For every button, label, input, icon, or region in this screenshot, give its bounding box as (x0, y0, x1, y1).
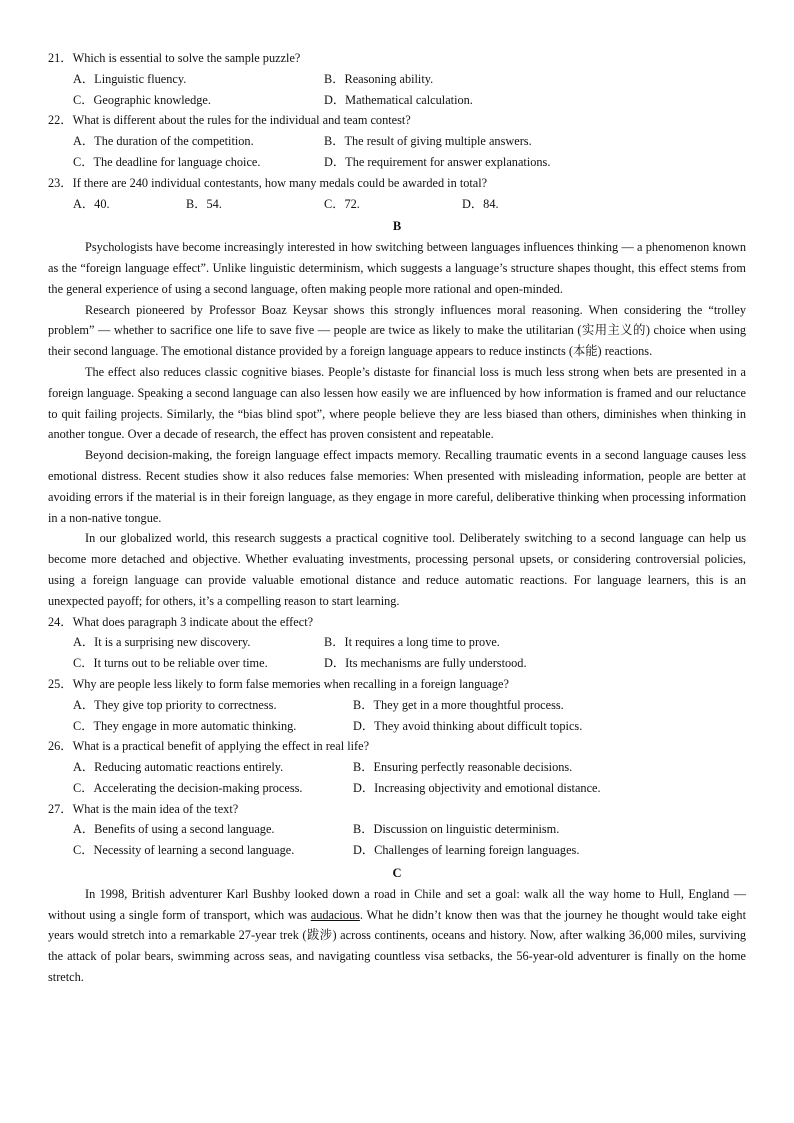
q21-option-a: A．Linguistic fluency. (73, 71, 187, 86)
section-b-paragraph-5: In our globalized world, this research suggests a practical cognitive tool. Deliberately switching to a second language can help us become more detached and objective. Whether evaluating investments, processing personal upsets, or considering controversial policies, using a foreign language can provide valuable emotional distance and reduce automatic reactions. For language learners, this is an unexpected payoff; for others, it’s a compelling reason to start learning. (48, 531, 746, 608)
question-25-options-row1 (48, 695, 746, 716)
q26-option-a: A．Reducing automatic reactions entirely. (73, 760, 284, 775)
q21-option-d: D．Mathematical calculation. (324, 92, 473, 107)
q22-option-d: D．The requirement for answer explanations. (324, 154, 551, 169)
section-c-p1-part2: . What he didn’t know then was that the journey he thought would take eight years would stretch into a remarkable 27-year trek (跋涉) across continents, oceans and history. Now, after walking 36,000 miles, surviving the attack of polar bears, swimming across seas, and navigating countless visa setbacks, the 56-year-old adventurer is finally on the home stretch. (48, 907, 746, 985)
question-23-options (48, 194, 746, 215)
section-b-heading: B (392, 219, 402, 234)
section-b-paragraph-2: Research pioneered by Professor Boaz Keysar shows this strongly influences moral reasoning. When considering the “trolley problem” — whether to sacrifice one life to save five — people are twice as likely to make the utilitarian (实用主义的) choice when using their second language. The emotional distance provided by a foreign language appears to reduce instincts (本能) reactions. (48, 302, 746, 359)
section-b-paragraph-3: The effect also reduces classic cognitive biases. People’s distaste for financial loss is much less strong when bets are presented in a foreign language. Speaking a second language can also lessen how easily we are influenced by how information is framed and our reluctance to quit failing projects. Similarly, the “bias blind spot”, where people believe they are less biased than others, diminishes when thinking in another tongue. Over a decade of research, the effect has proven consistent and repeatable. (48, 364, 746, 442)
q23-option-a: A．40. (73, 196, 110, 211)
q24-option-b: B．It requires a long time to prove. (324, 635, 500, 650)
q26-option-b: B．Ensuring perfectly reasonable decisions. (353, 760, 573, 775)
question-21-options-row1 (48, 69, 746, 90)
q27-option-a: A．Benefits of using a second language. (73, 822, 275, 837)
q25-option-a: A．They give top priority to correctness. (73, 697, 277, 712)
q21-option-c: C．Geographic knowledge. (73, 92, 211, 107)
section-c-p1-part1: In 1998, British adventurer Karl Bushby looked down a road in Chile and set a goal: walk all the way home to Hull, England — without using a single form of transport, which was (48, 886, 746, 922)
question-25-options-row2 (48, 716, 746, 737)
question-21-options-row2 (48, 90, 746, 111)
question-22-stem: 22．What is different about the rules for the individual and team contest? (48, 113, 411, 128)
question-26-options-row1 (48, 757, 746, 778)
question-22-options-row2 (48, 152, 746, 173)
section-c-paragraph-1 (48, 884, 746, 988)
section-c-heading: C (392, 866, 402, 881)
q27-option-c: C．Necessity of learning a second language. (73, 843, 295, 858)
exam-page (48, 48, 746, 988)
q23-option-b: B．54. (186, 196, 222, 211)
question-24-stem: 24．What does paragraph 3 indicate about the effect? (48, 614, 314, 629)
question-24-options-row2 (48, 653, 746, 674)
q26-option-c: C．Accelerating the decision-making process. (73, 780, 303, 795)
q24-option-d: D．Its mechanisms are fully understood. (324, 656, 527, 671)
question-26-options-row2 (48, 778, 746, 799)
question-25-stem: 25．Why are people less likely to form false memories when recalling in a foreign language? (48, 676, 509, 691)
q24-option-a: A．It is a surprising new discovery. (73, 635, 251, 650)
question-24-options-row1 (48, 632, 746, 653)
underlined-word-audacious: audacious (310, 907, 360, 922)
q26-option-d: D．Increasing objectivity and emotional distance. (353, 780, 601, 795)
q22-option-c: C．The deadline for language choice. (73, 154, 261, 169)
q22-option-b: B．The result of giving multiple answers. (324, 134, 532, 149)
question-23-stem: 23．If there are 240 individual contestants, how many medals could be awarded in total? (48, 175, 488, 190)
question-21-stem: 21．Which is essential to solve the sample puzzle? (48, 51, 301, 65)
question-27-options-row2 (48, 840, 746, 861)
q25-option-c: C．They engage in more automatic thinking. (73, 718, 297, 733)
q23-option-d: D．84. (462, 196, 499, 211)
question-22-options-row1 (48, 131, 746, 152)
q25-option-b: B．They get in a more thoughtful process. (353, 697, 564, 712)
q27-option-b: B．Discussion on linguistic determinism. (353, 822, 560, 837)
q27-option-d: D．Challenges of learning foreign languages. (353, 843, 580, 858)
q24-option-c: C．It turns out to be reliable over time. (73, 656, 268, 671)
q25-option-d: D．They avoid thinking about difficult topics. (353, 718, 583, 733)
q21-option-b: B．Reasoning ability. (324, 71, 434, 86)
q22-option-a: A．The duration of the competition. (73, 134, 254, 149)
question-27-options-row1 (48, 819, 746, 840)
question-27-stem: 27．What is the main idea of the text? (48, 801, 239, 816)
q23-option-c: C．72. (324, 196, 360, 211)
section-b-paragraph-1: Psychologists have become increasingly interested in how switching between languages influences thinking — a phenomenon known as the “foreign language effect”. Unlike linguistic determinism, which suggests a language’s structure shapes thought, this effect stems from the general experience of using a second language, often making people more rational and open-minded. (48, 240, 746, 296)
section-b-paragraph-4: Beyond decision-making, the foreign language effect impacts memory. Recalling traumatic events in a second language causes less emotional distress. Recent studies show it also reduces false memories: When presented with misleading information, people are better at avoiding errors if the material is in their foreign language, as they engage in more careful, deliberative thinking when processing information in a non-native tongue. (48, 448, 746, 525)
question-26-stem: 26．What is a practical benefit of applying the effect in real life? (48, 739, 370, 754)
